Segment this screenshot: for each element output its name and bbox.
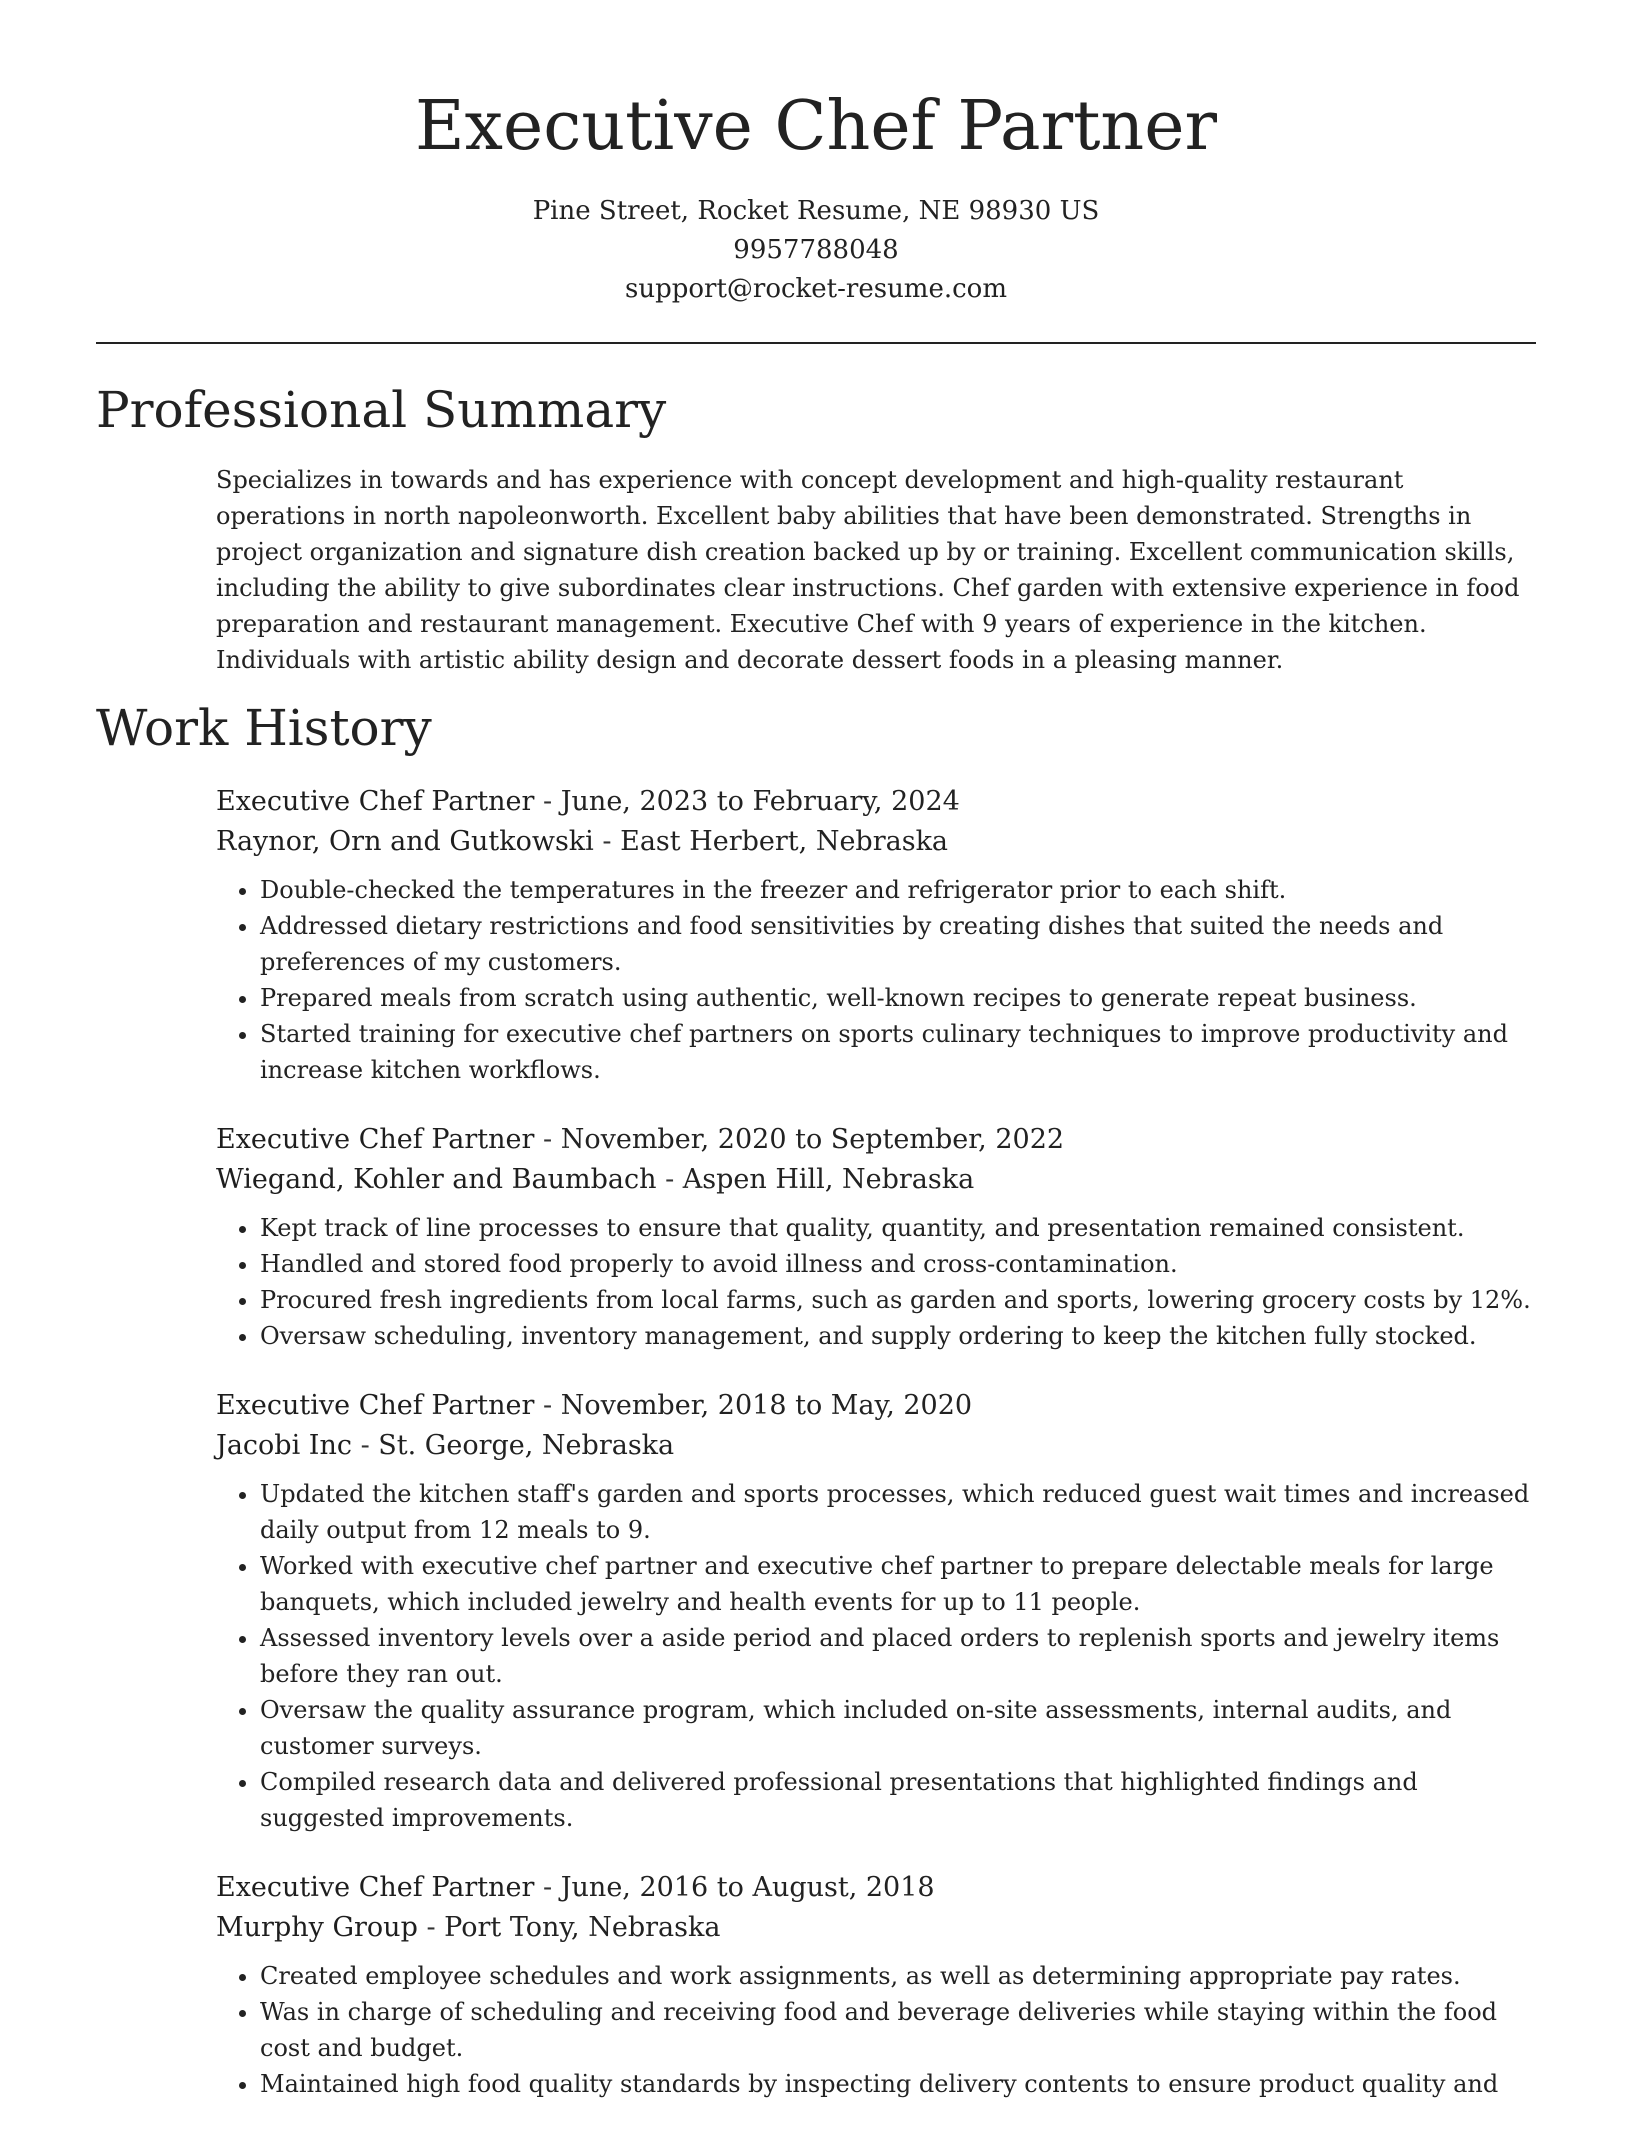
job-bullet-list: [216, 872, 1538, 1088]
job-bullet: • Procured fresh ingredients from local farms, such as garden and sports, lowering grocery costs by 12%.: [260, 1282, 1538, 1318]
job-title: Executive Chef Partner: [216, 1872, 535, 1903]
job-company-line: [216, 1160, 1538, 1200]
summary-heading: Professional Summary: [96, 381, 667, 439]
job-bullet-list: [216, 1210, 1538, 1354]
job-bullet: • Was in charge of scheduling and receiving food and beverage deliveries while staying within the food cost and budget.: [260, 1994, 1538, 2066]
job-company: Jacobi Inc: [216, 1430, 352, 1461]
job-title-line: [216, 782, 1538, 822]
job-entry: [216, 782, 1538, 1088]
separator: -: [534, 1124, 561, 1155]
separator: -: [351, 1430, 379, 1461]
separator: -: [656, 1164, 683, 1195]
contact-address: Pine Street, Rocket Resume, NE 98930 US: [532, 196, 1100, 226]
contact-block: [0, 192, 1632, 309]
job-bullet: • Assessed inventory levels over a aside period and placed orders to replenish sports and jewelry items before they ran out.: [260, 1620, 1538, 1692]
job-bullet: • Updated the kitchen staff's garden and sports processes, which reduced guest wait times and increased daily output from 12 meals to 9.: [260, 1476, 1538, 1548]
job-entry: [216, 1868, 1538, 2102]
job-company-line: [216, 1908, 1538, 1948]
work-history-heading: Work History: [96, 699, 432, 757]
job-bullet-list: [216, 1958, 1538, 2102]
separator: -: [417, 1912, 445, 1943]
job-bullet: • Oversaw the quality assurance program, which included on-site assessments, internal audits, and customer surveys.: [260, 1692, 1538, 1764]
job-bullet: • Created employee schedules and work assignments, as well as determining appropriate pay rates.: [260, 1958, 1538, 1994]
job-bullet: • Prepared meals from scratch using authentic, well-known recipes to generate repeat business.: [260, 980, 1538, 1016]
job-title-line: [216, 1868, 1538, 1908]
contact-phone: 9957788048: [733, 235, 899, 265]
job-bullet-list: [216, 1476, 1538, 1836]
job-title-line: [216, 1386, 1538, 1426]
job-entry: [216, 1120, 1538, 1354]
resume-name: Executive Chef Partner: [415, 87, 1217, 166]
summary-text: Specializes in towards and has experience with concept development and high-quality restaurant operations in north napoleonworth. Excellent baby abilities that have been demonstrated. Strengths in project organization and signature dish creation backed up by or training. Excellent communication skills, including the ability to give subordinates clear instructions. Chef garden with extensive experience in food preparation and restaurant management. Executive Chef with 9 years of experience in the kitchen. Individuals with artistic ability design and decorate dessert foods in a pleasing manner.: [216, 466, 1520, 674]
job-company-line: [216, 1426, 1538, 1466]
job-dates: November, 2018 to May, 2020: [560, 1390, 973, 1421]
job-bullet: • Oversaw scheduling, inventory management, and supply ordering to keep the kitchen fully stocked.: [260, 1318, 1538, 1354]
job-bullet: • Started training for executive chef partners on sports culinary techniques to improve productivity and increase kitchen workflows.: [260, 1016, 1538, 1088]
job-bullet: • Addressed dietary restrictions and food sensitivities by creating dishes that suited the needs and preferences of my customers.: [260, 908, 1538, 980]
contact-email: support@rocket-resume.com: [624, 274, 1007, 304]
job-bullet: • Kept track of line processes to ensure that quality, quantity, and presentation remained consistent.: [260, 1210, 1538, 1246]
job-dates: June, 2016 to August, 2018: [560, 1872, 935, 1903]
job-bullet: • Double-checked the temperatures in the freezer and refrigerator prior to each shift.: [260, 872, 1538, 908]
job-location: East Herbert, Nebraska: [620, 826, 949, 857]
job-entry: [216, 1386, 1538, 1836]
job-title: Executive Chef Partner: [216, 1390, 535, 1421]
job-company: Raynor, Orn and Gutkowski: [216, 826, 594, 857]
job-title: Executive Chef Partner: [216, 786, 535, 817]
job-location: St. George, Nebraska: [378, 1430, 675, 1461]
job-bullet: • Maintained high food quality standards by inspecting delivery contents to ensure product quality and: [260, 2066, 1538, 2102]
job-company-line: [216, 822, 1538, 862]
separator: -: [534, 1390, 561, 1421]
header-divider: [96, 342, 1536, 344]
job-bullet: • Worked with executive chef partner and executive chef partner to prepare delectable meals for large banquets, which included jewelry and health events for up to 11 people.: [260, 1548, 1538, 1620]
separator: -: [593, 826, 621, 857]
job-dates: November, 2020 to September, 2022: [560, 1124, 1065, 1155]
job-title-line: [216, 1120, 1538, 1160]
job-company: Wiegand, Kohler and Baumbach: [216, 1164, 657, 1195]
job-bullet: • Handled and stored food properly to avoid illness and cross-contamination.: [260, 1246, 1538, 1282]
job-title: Executive Chef Partner: [216, 1124, 535, 1155]
job-bullet: • Compiled research data and delivered professional presentations that highlighted findings and suggested improvements.: [260, 1764, 1538, 1836]
work-history-list: [216, 782, 1538, 2134]
job-company: Murphy Group: [216, 1912, 418, 1943]
separator: -: [534, 1872, 561, 1903]
job-location: Aspen Hill, Nebraska: [682, 1164, 975, 1195]
job-location: Port Tony, Nebraska: [444, 1912, 721, 1943]
job-dates: June, 2023 to February, 2024: [560, 786, 960, 817]
separator: -: [534, 786, 561, 817]
